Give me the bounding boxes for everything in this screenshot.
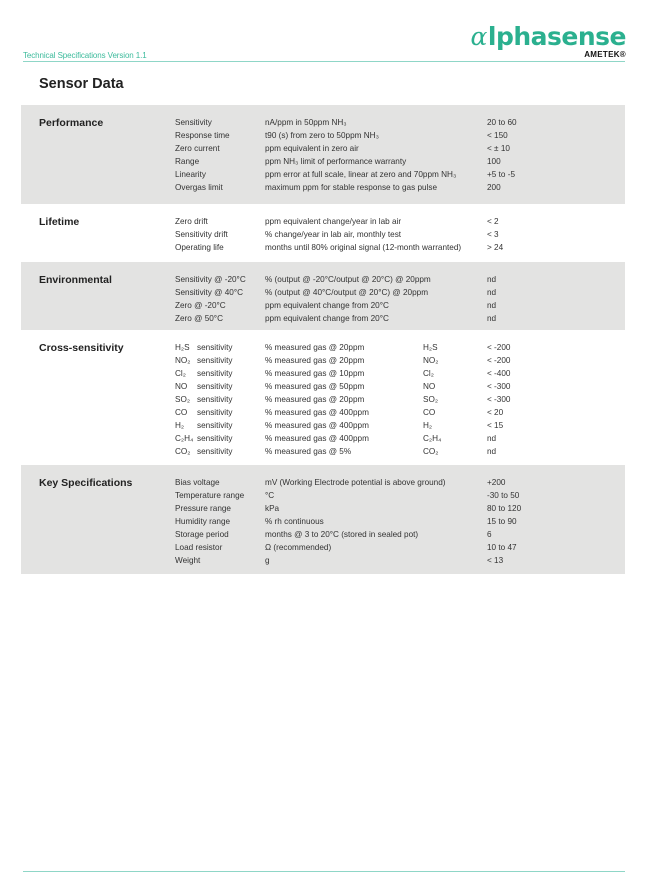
spec-parameter: Response time (175, 131, 230, 140)
gas-name: H₂S (175, 343, 190, 352)
spec-parameter: Pressure range (175, 504, 231, 513)
spec-description: months until 80% original signal (12-month warranted) (265, 243, 462, 252)
spec-description: ppm equivalent change/year in lab air (265, 217, 402, 226)
gas-name: CO₂ (175, 447, 191, 456)
footer-divider (23, 871, 625, 872)
section-title: Cross-sensitivity (39, 342, 124, 354)
sensitivity-label: sensitivity (197, 447, 233, 456)
spec-value: 6 (487, 530, 492, 539)
spec-description: kPa (265, 504, 280, 513)
section-key-specifications (21, 465, 625, 574)
sensitivity-label: sensitivity (197, 343, 233, 352)
gas-formula: C₂H₄ (423, 434, 442, 443)
spec-value: nd (487, 314, 497, 323)
gas-name: H₂ (175, 421, 185, 430)
spec-value: 20 to 60 (487, 118, 517, 127)
logo-text: lphasense (487, 22, 626, 51)
spec-parameter: Storage period (175, 530, 229, 539)
gas-name: CO (175, 408, 188, 417)
spec-value: +200 (487, 478, 506, 487)
spec-description: Ω (recommended) (265, 543, 332, 552)
section-title: Lifetime (39, 216, 80, 228)
spec-parameter: Zero current (175, 144, 220, 153)
gas-formula: H₂S (423, 343, 438, 352)
spec-value: 80 to 120 (487, 504, 522, 513)
spec-description: ppm equivalent in zero air (265, 144, 359, 153)
gas-formula: CO (423, 408, 436, 417)
spec-parameter: Linearity (175, 170, 206, 179)
spec-parameter: Load resistor (175, 543, 223, 552)
spec-value: < 20 (487, 408, 504, 417)
spec-value: < 3 (487, 230, 499, 239)
spec-parameter: Range (175, 157, 200, 166)
spec-value: < -200 (487, 343, 511, 352)
spec-parameter: Weight (175, 556, 201, 565)
sensitivity-label: sensitivity (197, 395, 233, 404)
spec-value: < ± 10 (487, 144, 510, 153)
spec-value: nd (487, 275, 497, 284)
spec-value: nd (487, 434, 497, 443)
gas-name: NO₂ (175, 356, 191, 365)
spec-description: % rh continuous (265, 517, 324, 526)
header-version: Technical Specifications Version 1.1 (23, 51, 147, 60)
spec-value: < -300 (487, 395, 511, 404)
spec-value: < -400 (487, 369, 511, 378)
spec-value: 100 (487, 157, 501, 166)
spec-parameter: Operating life (175, 243, 224, 252)
spec-description: ppm equivalent change from 20°C (265, 301, 389, 310)
spec-value: < 150 (487, 131, 508, 140)
section-lifetime (21, 204, 625, 262)
spec-value: < 13 (487, 556, 504, 565)
spec-description: % (output @ 40°C/output @ 20°C) @ 20ppm (265, 288, 429, 297)
spec-value: < -200 (487, 356, 511, 365)
sensitivity-label: sensitivity (197, 421, 233, 430)
spec-value: > 24 (487, 243, 504, 252)
sensitivity-label: sensitivity (197, 356, 233, 365)
spec-description: % measured gas @ 400ppm (265, 421, 369, 430)
spec-value: nd (487, 447, 497, 456)
spec-parameter: Humidity range (175, 517, 231, 526)
gas-formula: Cl₂ (423, 369, 434, 378)
spec-value: 200 (487, 183, 501, 192)
spec-description: % measured gas @ 5% (265, 447, 352, 456)
spec-parameter: Zero @ 50°C (175, 314, 223, 323)
spec-description: nA/ppm in 50ppm NH₃ (265, 118, 347, 127)
gas-name: NO (175, 382, 188, 391)
spec-parameter: Zero drift (175, 217, 208, 226)
spec-description: mV (Working Electrode potential is above ground) (265, 478, 446, 487)
spec-description: ppm equivalent change from 20°C (265, 314, 389, 323)
gas-formula: NO₂ (423, 356, 439, 365)
sensitivity-label: sensitivity (197, 408, 233, 417)
spec-description: g (265, 556, 270, 565)
spec-description: °C (265, 491, 275, 500)
spec-parameter: Sensitivity (175, 118, 212, 127)
spec-description: % measured gas @ 10ppm (265, 369, 365, 378)
logo-sub-brand: AMETEK® (584, 50, 626, 59)
spec-value: 15 to 90 (487, 517, 517, 526)
spec-description: % measured gas @ 20ppm (265, 343, 365, 352)
spec-value: < 2 (487, 217, 499, 226)
spec-description: % measured gas @ 400ppm (265, 434, 369, 443)
section-title: Performance (39, 117, 104, 129)
spec-parameter: Zero @ -20°C (175, 301, 226, 310)
spec-parameter: Overgas limit (175, 183, 223, 192)
spec-parameter: Sensitivity @ -20°C (175, 275, 246, 284)
spec-value: -30 to 50 (487, 491, 520, 500)
spec-value: +5 to -5 (487, 170, 515, 179)
section-cross-sensitivity (21, 330, 625, 465)
sensitivity-label: sensitivity (197, 369, 233, 378)
gas-name: SO₂ (175, 395, 191, 404)
spec-value: < -300 (487, 382, 511, 391)
section-title: Environmental (39, 274, 112, 286)
alpha-logo-icon: α (470, 22, 487, 51)
page-title: Sensor Data (39, 76, 124, 92)
header-divider (23, 61, 625, 62)
spec-parameter: Temperature range (175, 491, 245, 500)
section-performance (21, 105, 625, 204)
spec-description: t90 (s) from zero to 50ppm NH₃ (265, 131, 379, 140)
gas-formula: H₂ (423, 421, 433, 430)
gas-formula: NO (423, 382, 436, 391)
spec-description: % change/year in lab air, monthly test (265, 230, 402, 239)
spec-description: % measured gas @ 400ppm (265, 408, 369, 417)
logo (471, 24, 627, 59)
gas-name: C₂H₄ (175, 434, 194, 443)
spec-parameter: Sensitivity @ 40°C (175, 288, 244, 297)
spec-parameter: Sensitivity drift (175, 230, 228, 239)
spec-description: % measured gas @ 50ppm (265, 382, 365, 391)
spec-value: nd (487, 288, 497, 297)
section-title: Key Specifications (39, 477, 133, 489)
spec-value: < 15 (487, 421, 504, 430)
spec-description: ppm error at full scale, linear at zero and 70ppm NH₃ (265, 170, 457, 179)
gas-name: Cl₂ (175, 369, 186, 378)
sensitivity-label: sensitivity (197, 434, 233, 443)
gas-formula: CO₂ (423, 447, 439, 456)
spec-description: % measured gas @ 20ppm (265, 395, 365, 404)
spec-description: % (output @ -20°C/output @ 20°C) @ 20ppm (265, 275, 431, 284)
logo-wordmark (471, 24, 627, 50)
spec-description: % measured gas @ 20ppm (265, 356, 365, 365)
section-environmental (21, 262, 625, 330)
spec-description: maximum ppm for stable response to gas pulse (265, 183, 438, 192)
sensitivity-label: sensitivity (197, 382, 233, 391)
spec-parameter: Bias voltage (175, 478, 220, 487)
spec-description: months @ 3 to 20°C (stored in sealed pot) (265, 530, 419, 539)
spec-value: 10 to 47 (487, 543, 517, 552)
spec-description: ppm NH₃ limit of performance warranty (265, 157, 407, 166)
gas-formula: SO₂ (423, 395, 439, 404)
spec-value: nd (487, 301, 497, 310)
